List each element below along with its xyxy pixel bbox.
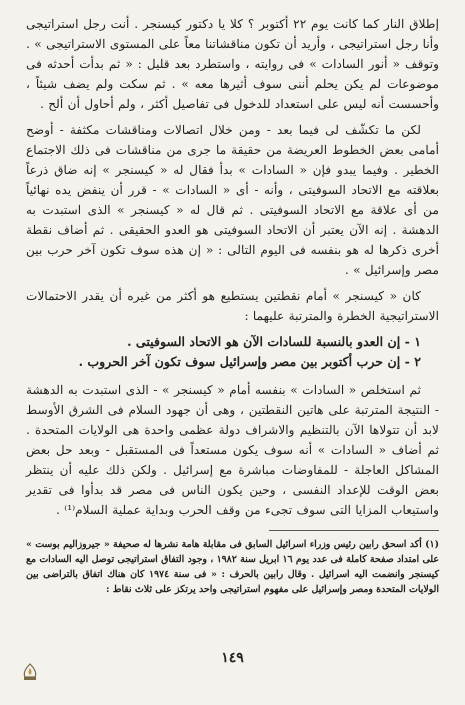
paragraph-1: إطلاق النار كما كانت يوم ٢٢ أكتوبر ؟ كلا يا دكتور كيسنجر . أنت رجل استراتيجى وأنا رجل استراتيجى ، وأريد أن تكون مناقشاتنا معاً على المستوى الاستراتيجى » . وتوقف « أنور السادات » فى روايته ، واستطرد بعد قليل : « ثم بدأت أحدثه فى موضوعات لم يكن يحلم أننى سوف أثيرها معه » . ثم سكت ولم يضف شيئاً ، وأحسست أنه ليس على استعداد للدخول فى تفاصيل أكثر ، ولم أحاول أن ألح . — [26, 17, 439, 111]
list-item: ٢ - إن حرب أكتوبر بين مصر وإسرائيل سوف تكون آخر الحروب . — [78, 354, 421, 369]
footnote-divider — [269, 530, 439, 531]
footnote-1: (١) أكد اسحق رابين رئيس وزراء اسرائيل السابق فى مقابلة هامة نشرها له صحيفة « جيروزاليم بوست » على امتداد صفحة كاملة فى عدد يوم ١٦ ابريل سنة ١٩٨٢ ، وجود التفاق استراتيجى توصل اليه السادات مع كيسنجر وانضمت اليه اسرائيل . وقال رابين بالحرف : « فى سنة ١٩٧٤ كان هناك اتفاق بالتراضى بين الولايات المتحدة ومصر وإسرائيل على مفهوم استراتيجى واحد يرتكز على ثلاث نقاط : — [26, 539, 440, 595]
paragraph-2: لكن ما تكشّف لى فيما بعد - ومن خلال اتصالات ومناقشات مكثفة - أوضح أمامى بعض الخطوط العريضة من حقيقة ما جرى من مناقشات فى ذلك الاجتماع الخطير . وفيما يبدو فإن « السادات » بدأ فقال له « كيسنجر » إنه ضاق ذرعاً بعلاقته مع الاتحاد السوفيتى ، وأنه - أى « السادات » - قرر أن ينفض يده نهائياً من أى علاقة مع الاتحاد السوفيتى . ثم قال له « كيسنجر » الذى استبدت به الدهشة . إنه الآن يعتبر أن الاتحاد السوفيتى هو العدو الحقيقى . ثم أضاف نقطة أخرى ذكرها له هو بنفسه فى اليوم التالى : « إن هذه سوف تكون آخر حرب بين مصر وإسرائيل » . — [26, 123, 439, 277]
footnotes — [26, 537, 439, 597]
library-logo-icon — [10, 662, 50, 698]
paragraph-3: كان « كيسنجر » أمام نقطتين يستطيع هو أكثر من غيره أن يقدر الاحتمالات الاستراتيجية الخطرة والمترتبة عليهما : — [26, 289, 439, 323]
lamp-icon — [18, 662, 42, 684]
page-number: ١٤٩ — [221, 650, 244, 666]
numbered-points-list — [26, 332, 439, 372]
paragraph-4: ثم استخلص « السادات » بنفسه أمام « كيسنجر » - الذى استبدت به الدهشة - النتيجة المترتبة على هاتين النقطتين ، وهى أن جهود السلام فى الشرق الأوسط لابد أن تتولاها الآن بالتنظيم والاشراف دولة عظمى واحدة هى الولايات المتحدة . ثم أضاف « السادات » أنه سوف يكون مستعداً فى المستقبل - وبعد حل بعض المشاكل العاجلة - للمفاوضات مباشرة مع إسرائيل . ولكن ذلك عليه أن ينتظر بعض الوقت للإعداد النفسى ، وحين يكون الناس فى مصر قد بدأوا فى تقدير واستيعاب المزايا التى سوف تجىء من وقف الحرب وبداية عملية السلام⁽¹⁾ . — [26, 383, 439, 517]
list-item: ١ - إن العدو بالنسبة للسادات الآن هو الاتحاد السوفيتى . — [127, 334, 421, 349]
